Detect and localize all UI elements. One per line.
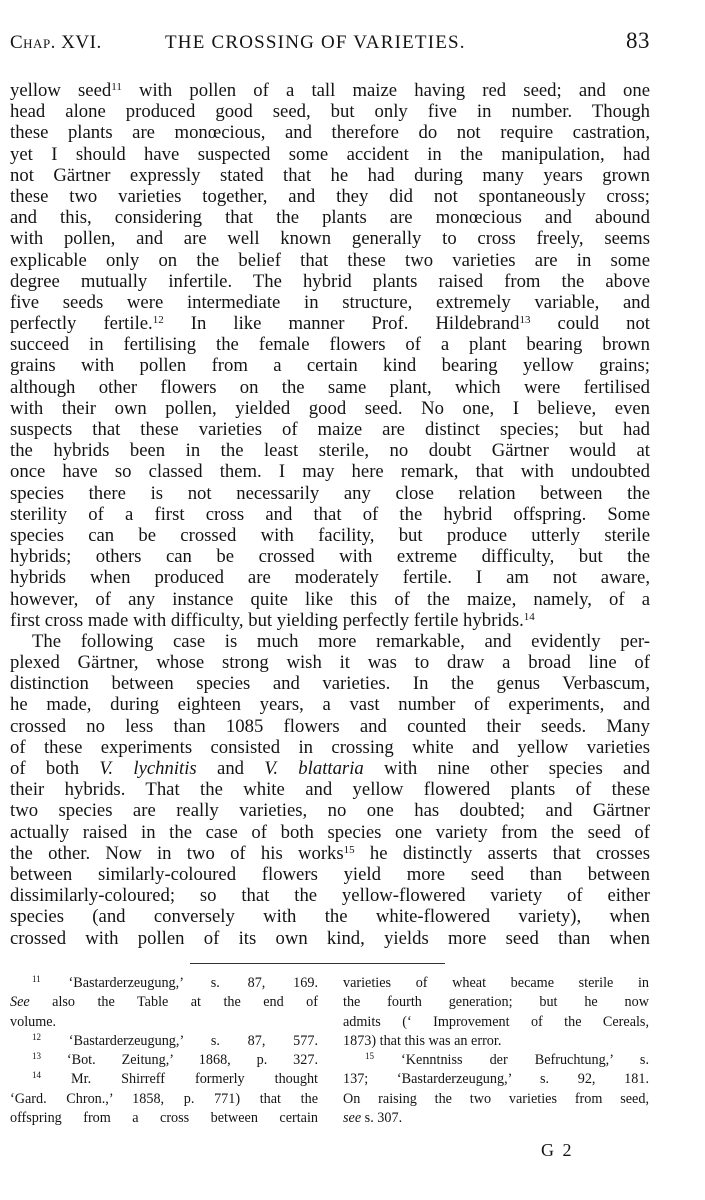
text-line [10, 525, 650, 546]
footnote-line [343, 1070, 649, 1089]
line-text: with pollen, and are well known generally to cross freely, seems [10, 228, 650, 250]
chapter-label: Chap. XVI. [10, 32, 102, 53]
line-text: these two varieties together, and they did not spontaneously cross; [10, 185, 650, 207]
line-text: with pollen of a tall maize having red seed; and one [121, 80, 650, 101]
text-line [10, 250, 650, 271]
text-line [10, 716, 650, 737]
line-text: species can be crossed with facility, but produce utterly sterile [10, 524, 650, 546]
footnote-text: On raising the two varieties from seed, [343, 1090, 649, 1107]
footnote-line [10, 1051, 318, 1070]
line-text: of both [10, 758, 100, 779]
line-text: actually raised in the case of both species one variety from the seed of [10, 821, 650, 843]
line-text: the other. Now in two of his works [10, 842, 344, 864]
footnote-text: ‘Gard. Chron.,’ 1858, p. 771) that the [10, 1090, 318, 1107]
line-text: first cross made with difficulty, but yielding perfectly fertile hybrids. [10, 609, 524, 631]
line-text: explicable only on the belief that these two varieties are in some [10, 249, 650, 271]
italic-text: see [343, 1110, 362, 1127]
text-line [10, 101, 650, 122]
line-text: succeed in fertilising the female flowers of a plant bearing brown [10, 334, 650, 356]
text-line [10, 504, 650, 525]
text-line [10, 694, 650, 715]
text-line [10, 80, 650, 101]
footnote-text: varieties of wheat became sterile in [343, 975, 649, 991]
footnote-text: offspring from a cross between certain [10, 1110, 318, 1127]
line-text: five seeds were intermediate in structure, extremely variable, and [10, 291, 650, 313]
footnote-text: ‘Bastarderzeugung,’ s. 87, 169. [40, 975, 318, 991]
footnote-text: admits (‘ Improvement of the Cereals, [343, 1013, 649, 1030]
footnotes-right-column [343, 974, 649, 1128]
text-line [10, 355, 650, 376]
footnote-reference: 12 [152, 314, 164, 327]
text-line [10, 906, 650, 927]
line-text: crossed with pollen of its own kind, yields more seed than when [10, 927, 650, 949]
line-text: grains with pollen from a certain kind bearing yellow grains; [10, 355, 650, 377]
line-text: once have so classed them. I may here remark, that with undoubted [10, 461, 650, 483]
footnote-rule [190, 963, 445, 964]
line-text: and [196, 758, 265, 779]
line-text: he made, during eighteen years, a vast number of experiments, and [10, 694, 650, 716]
line-text: In like manner Prof. Hildebrand [163, 313, 520, 335]
line-text: sterility of a first cross and that of the hybrid offspring. Some [10, 503, 650, 525]
footnote-text: 137; ‘Bastarderzeugung,’ s. 92, 181. [343, 1071, 649, 1088]
footnote-line [343, 1032, 649, 1051]
footnote-marker: 12 [32, 1031, 41, 1042]
footnote-text: volume. [10, 1013, 57, 1030]
text-line [10, 165, 650, 186]
footnote-marker: 11 [32, 974, 41, 984]
line-text: between similarly-coloured flowers yield more seed than between [10, 863, 650, 885]
text-line [10, 631, 650, 652]
line-text: could not [530, 313, 651, 335]
text-line [10, 207, 650, 228]
text-line [10, 800, 650, 821]
footnote-reference: 13 [519, 314, 531, 327]
text-line [10, 186, 650, 207]
line-text: of these experiments consisted in crossing white and yellow varieties [10, 736, 650, 758]
footnote-line [343, 993, 649, 1012]
text-line [10, 419, 650, 440]
line-text: the hybrids been in the least sterile, no doubt Gärtner would at [10, 440, 650, 462]
text-line [10, 122, 650, 143]
line-text: species there is not necessarily any close relation between the [10, 482, 650, 504]
footnote-text: s. 307. [361, 1110, 403, 1127]
footnote-line [343, 1051, 649, 1070]
text-line [10, 843, 650, 864]
footnote-line [343, 1109, 649, 1128]
footnote-text: the fourth generation; but he now [343, 994, 649, 1011]
footnote-line [10, 993, 318, 1012]
footnote-line [10, 1070, 318, 1089]
text-line [10, 779, 650, 800]
line-text: he distinctly asserts that crosses [354, 842, 650, 864]
line-text: crossed no less than 1085 flowers and counted their seeds. Many [10, 715, 650, 737]
line-text: not Gärtner expressly stated that he had during many years grown [10, 164, 650, 186]
line-text: hybrids when produced are moderately fertile. I am not aware, [10, 567, 650, 589]
footnote-text: 1873) that this was an error. [343, 1032, 502, 1049]
line-text: perfectly fertile. [10, 313, 153, 335]
line-text: plexed Gärtner, whose strong wish it was to draw a broad line of [10, 652, 650, 674]
text-line [10, 313, 650, 334]
text-line [10, 461, 650, 482]
line-text: with nine other species and [363, 758, 651, 779]
footnote-text: ‘Kenntniss der Befruchtung,’ s. [374, 1052, 649, 1069]
line-text: yellow seed [10, 80, 112, 101]
footnote-line [10, 1032, 318, 1051]
running-title: THE CROSSING OF VARIETIES. [165, 32, 466, 53]
line-text: with their own pollen, yielded good seed. No one, I believe, even [10, 397, 650, 419]
footnote-text: ‘Bastarderzeugung,’ s. 87, 577. [41, 1032, 318, 1049]
text-line [10, 377, 650, 398]
line-text: yet I should have suspected some accident in the manipulation, had [10, 143, 650, 165]
footnote-marker: 14 [32, 1070, 41, 1081]
text-line [10, 758, 650, 779]
text-line [10, 822, 650, 843]
text-line [10, 864, 650, 885]
footnote-line [10, 1109, 318, 1128]
footnote-text: Mr. Shirreff formerly thought [41, 1071, 318, 1088]
text-line [10, 589, 650, 610]
text-line [10, 737, 650, 758]
line-text: dissimilarly-coloured; so that the yellow-flowered variety of either [10, 885, 650, 907]
page-number: 83 [626, 28, 650, 53]
line-text: and this, considering that the plants are monœcious and abound [10, 207, 650, 229]
footnote-reference: 14 [523, 610, 535, 623]
italic-text: V. blattaria [264, 758, 364, 779]
body-text [10, 80, 650, 949]
line-text: hybrids; others can be crossed with extreme difficulty, but the [10, 546, 650, 568]
line-text: these plants are monœcious, and therefore do not require castration, [10, 122, 650, 144]
footnote-reference: 11 [111, 81, 122, 93]
text-line [10, 334, 650, 355]
footnote-line [10, 974, 318, 993]
line-text: however, of any instance quite like this of the maize, namely, of a [10, 588, 650, 610]
italic-text: See [10, 994, 30, 1011]
footnote-text: ‘Bot. Zeitung,’ 1868, p. 327. [41, 1052, 318, 1069]
signature-mark: G 2 [541, 1140, 574, 1160]
line-text: although other flowers on the same plant, which were fertilised [10, 376, 650, 398]
line-text: their hybrids. That the white and yellow flowered plants of these [10, 779, 650, 801]
line-text: degree mutually infertile. The hybrid plants raised from the above [10, 270, 650, 292]
footnote-text: also the Table at the end of [29, 994, 318, 1011]
text-line [10, 228, 650, 249]
footnote-line [343, 974, 649, 993]
running-header [10, 28, 650, 58]
text-line [10, 398, 650, 419]
line-text: species (and conversely with the white-flowered variety), when [10, 906, 650, 928]
line-text: two species are really varieties, no one has doubted; and Gärtner [10, 800, 650, 822]
text-line [10, 885, 650, 906]
text-line [10, 567, 650, 588]
italic-text: V. lychnitis [99, 758, 197, 779]
footnote-marker: 15 [365, 1051, 374, 1062]
text-line [10, 292, 650, 313]
text-line [10, 271, 650, 292]
text-line [10, 673, 650, 694]
line-text: suspects that these varieties of maize are distinct species; but had [10, 419, 650, 440]
text-line [10, 440, 650, 461]
footnote-reference: 15 [343, 843, 355, 856]
text-line [10, 652, 650, 673]
footnotes-left-column [10, 974, 318, 1128]
text-line [10, 144, 650, 165]
footnote-line [343, 1090, 649, 1109]
line-text: The following case is much more remarkable, and evidently per- [32, 630, 650, 652]
footnote-marker: 13 [32, 1051, 41, 1062]
line-text: head alone produced good seed, but only five in number. Though [10, 101, 650, 123]
text-line [10, 610, 650, 631]
line-text: distinction between species and varieties. In the genus Verbascum, [10, 673, 650, 695]
text-line [10, 928, 650, 949]
footnote-line [10, 1090, 318, 1109]
text-line [10, 483, 650, 504]
footnote-line [343, 1013, 649, 1032]
footnote-line [10, 1013, 318, 1032]
text-line [10, 546, 650, 567]
